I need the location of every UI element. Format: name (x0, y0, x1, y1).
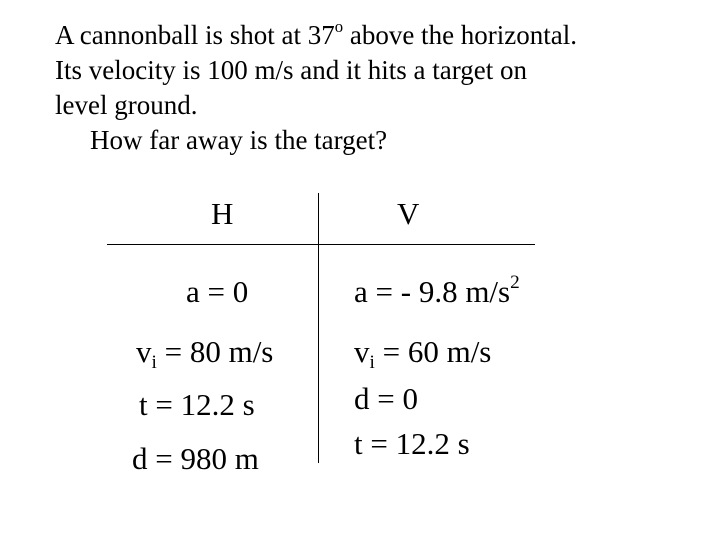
v-distance: d = 0 (354, 381, 418, 416)
problem-line-1: A cannonball is shot at 37$^o$ above the horizontal. (55, 16, 578, 50)
h-time: t = 12.2 s (139, 387, 255, 422)
problem-statement (55, 18, 705, 158)
table-vertical-divider (318, 193, 319, 463)
v-initial-velocity: $v_i = 60$ m/s (354, 334, 492, 373)
problem-line-2: Its velocity is 100 m/s and it hits a target on (55, 55, 527, 85)
h-initial-velocity: $v_i = 80$ m/s (136, 334, 274, 373)
problem-question: How far away is the target? (90, 125, 388, 155)
problem-line-3: level ground. (55, 90, 198, 120)
table-horizontal-divider (107, 244, 535, 245)
v-acceleration: a = - 9.8 $m/s^2$ (354, 272, 520, 309)
h-distance: d = 980 m (132, 441, 259, 476)
header-h: H (211, 196, 234, 231)
v-time: t = 12.2 s (354, 426, 470, 461)
h-acceleration: a = 0 (186, 274, 249, 309)
header-v: V (397, 196, 420, 231)
degree-mark: o (334, 16, 344, 36)
